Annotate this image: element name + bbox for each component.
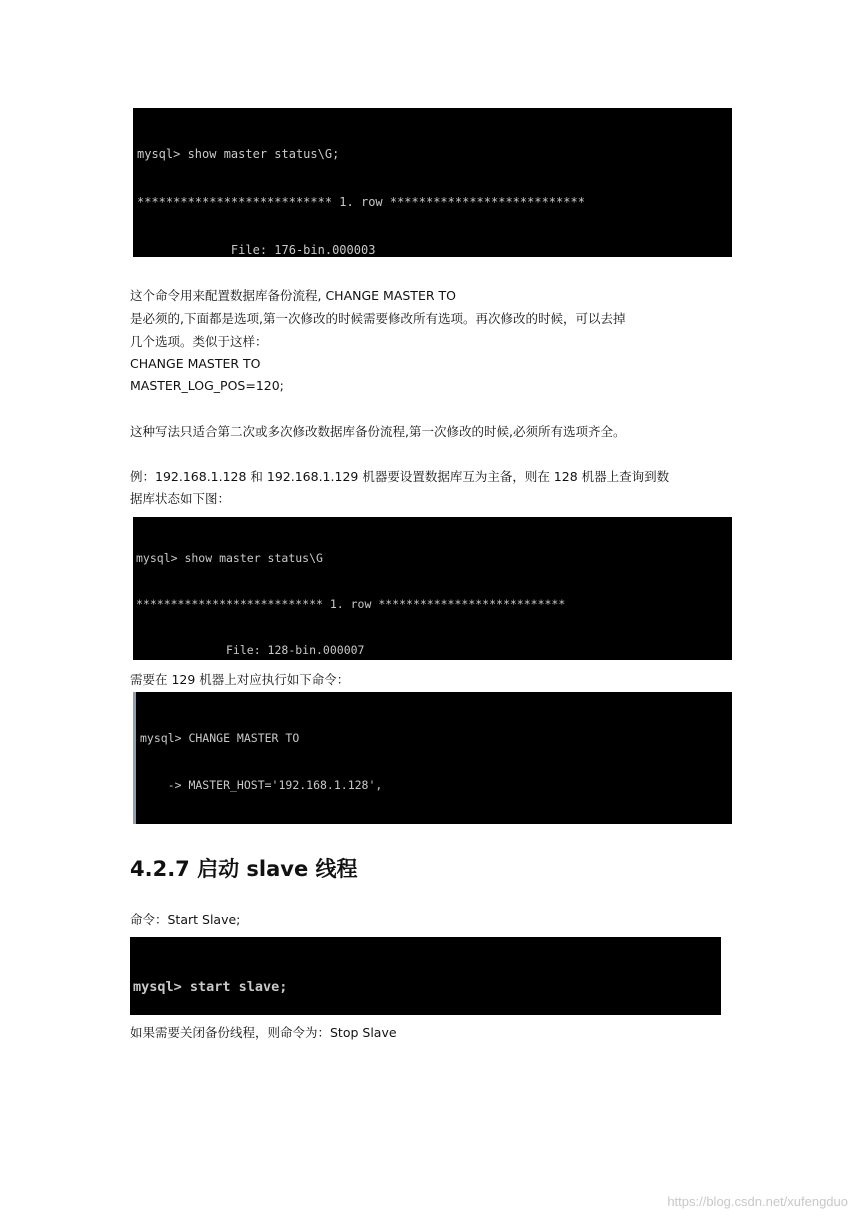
section-heading: 4.2.7 启动 slave 线程 <box>130 857 358 881</box>
terminal-line: *************************** 1. row *************************** <box>136 597 566 612</box>
paragraph-example-cont: 据库状态如下图： <box>130 491 231 506</box>
watermark: https://blog.csdn.net/xufengduo <box>667 1194 848 1209</box>
paragraph-options-note-cont: 几个选项。类似于这样： <box>130 334 268 349</box>
paragraph-usage-note: 这种写法只适合第二次或多次修改数据库备份流程,第一次修改的时候,必须所有选项齐全。 <box>130 424 626 439</box>
terminal-line: File: 128-bin.000007 <box>136 642 365 657</box>
example-code-line: CHANGE MASTER TO <box>130 356 261 371</box>
terminal-master-status-176 <box>133 108 732 257</box>
terminal-master-status-128 <box>133 517 732 660</box>
paragraph-change-master-intro: 这个命令用来配置数据库备份流程, CHANGE MASTER TO <box>130 288 456 303</box>
terminal-change-master <box>133 692 732 824</box>
terminal-start-slave <box>130 937 721 1015</box>
example-code-line: MASTER_LOG_POS=120; <box>130 378 284 393</box>
terminal-line: -> MASTER_HOST='192.168.1.128', <box>140 777 383 792</box>
paragraph-example: 例：192.168.1.128 和 192.168.1.129 机器要设置数据库互为主备，则在 128 机器上查询到数 <box>130 469 670 484</box>
terminal-line: mysql> CHANGE MASTER TO <box>140 730 300 745</box>
command-label: 命令：Start Slave; <box>130 912 241 927</box>
paragraph-run-on-129: 需要在 129 机器上对应执行如下命令： <box>130 672 350 687</box>
terminal-line: mysql> show master status\G; <box>137 147 340 161</box>
terminal-line: mysql> start slave; <box>133 979 288 995</box>
terminal-line: mysql> show master status\G <box>136 551 323 566</box>
stop-slave-note: 如果需要关闭备份线程，则命令为：Stop Slave <box>130 1025 397 1040</box>
terminal-line: File: 176-bin.000003 <box>137 243 376 257</box>
terminal-line: *************************** 1. row *************************** <box>137 195 585 209</box>
paragraph-options-note: 是必须的,下面都是选项,第一次修改的时候需要修改所有选项。再次修改的时候，可以去掉 <box>130 311 626 326</box>
